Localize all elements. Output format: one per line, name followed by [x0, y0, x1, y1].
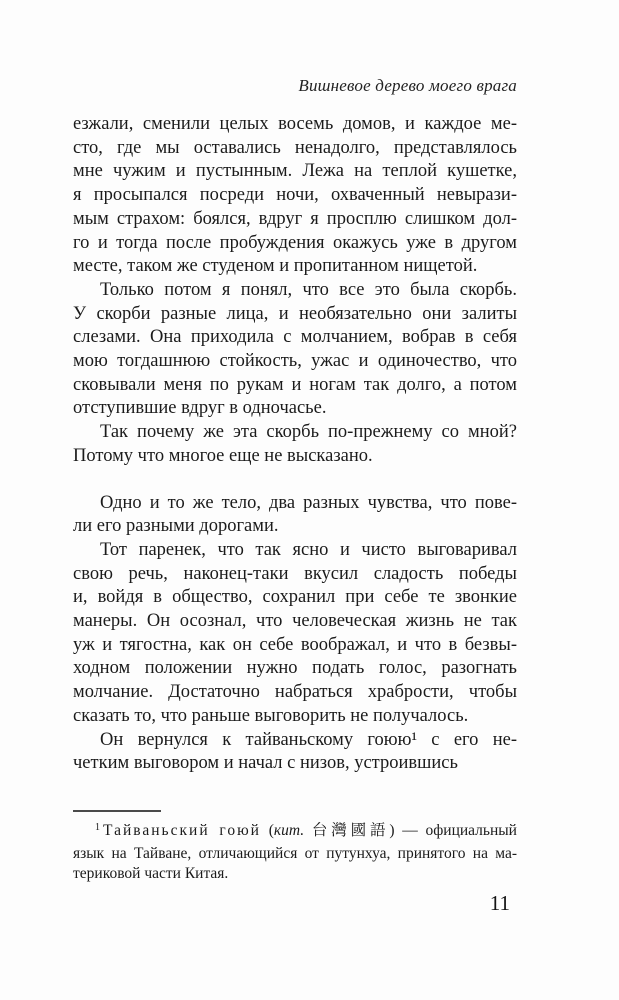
footnote-line: язык на Тайване, отличающийся от путунхуа, принятого на ма-: [73, 844, 517, 862]
footnote-paren-open: (: [260, 822, 274, 839]
text-line: Одно и то же тело, два разных чувства, что пове-: [100, 492, 517, 513]
paragraph: [73, 421, 517, 468]
text-line: сковывали меня по рукам и ногам так долго, а потом: [73, 374, 517, 395]
text-line: я просыпался посреди ночи, охваченный невырази-: [73, 185, 517, 206]
text-line: отступившие вдруг в одночасье.: [73, 398, 327, 419]
text-line: сто, где мы оставались ненадолго, представлялось: [73, 137, 517, 158]
text-line: молчание. Достаточно набраться храбрости, чтобы: [73, 682, 517, 703]
text-line: ли его разными дорогами.: [73, 516, 279, 537]
text-line: мне чужим и пустынным. Лежа на теплой кушетке,: [73, 161, 517, 182]
footnote-line1-rest: 台灣國語) — официальный: [304, 822, 517, 839]
footnote-rule: [73, 810, 161, 812]
text-line: сказать то, что раньше выговорить не получалось.: [73, 705, 469, 726]
text-line: Потому что многое еще не высказано.: [73, 445, 373, 466]
text-line: езжали, сменили целых восемь домов, и каждое ме-: [73, 114, 517, 134]
text-line: го и тогда после пробуждения окажусь уже в другом: [73, 232, 517, 253]
footnote-marker: 1: [95, 822, 100, 833]
paragraph: [73, 113, 517, 279]
text-line: ходном положении нужно подать голос, разогнать: [73, 658, 517, 679]
footnote: [73, 821, 517, 885]
footnote-lang-label: кит.: [273, 822, 305, 839]
text-line: и, войдя в общество, сохранил при себе те звонкие: [73, 587, 517, 608]
text-line: мою тогдашнюю стойкость, ужас и одиночество, что: [73, 351, 517, 372]
paragraph: [73, 539, 517, 729]
text-line: месте, таком же студеном и пропитанном нищетой.: [73, 256, 478, 277]
text-line: свою речь, наконец-таки вкусил сладость победы: [73, 563, 517, 584]
text-line: Только потом я понял, что все это была скорбь.: [100, 279, 517, 300]
text-line: уж и тягостна, как он себе воображал, и что в безвы-: [73, 634, 517, 655]
paragraph: [73, 492, 517, 539]
text-line: Он вернулся к тайваньскому гоюю¹ с его не-: [100, 729, 517, 750]
paragraph: [73, 729, 517, 776]
text-line: слезами. Она приходила с молчанием, вобрав в себя: [73, 327, 517, 348]
running-header: Вишневое дерево моего врага: [298, 76, 517, 95]
page-body: [73, 113, 517, 776]
paragraph: [73, 279, 517, 421]
text-line: У скорби разные лица, и необязательно они залиты: [73, 303, 517, 324]
footnote-term: Тайваньский гоюй: [103, 822, 261, 839]
text-line: манеры. Он осознал, что человеческая жизнь не так: [73, 611, 517, 632]
text-line: Так почему же эта скорбь по-прежнему со мной?: [100, 422, 517, 443]
footnote-line: [73, 821, 517, 844]
text-line: Тот паренек, что так ясно и чисто выговаривал: [100, 539, 517, 560]
footnote-line: териковой части Китая.: [73, 865, 229, 882]
page-number: 11: [489, 891, 510, 915]
text-line: мым страхом: боялся, вдруг я просплю слишком дол-: [73, 208, 517, 229]
footnote-block: [73, 810, 517, 885]
text-line: четким выговором и начал с низов, устроившись: [73, 753, 458, 774]
